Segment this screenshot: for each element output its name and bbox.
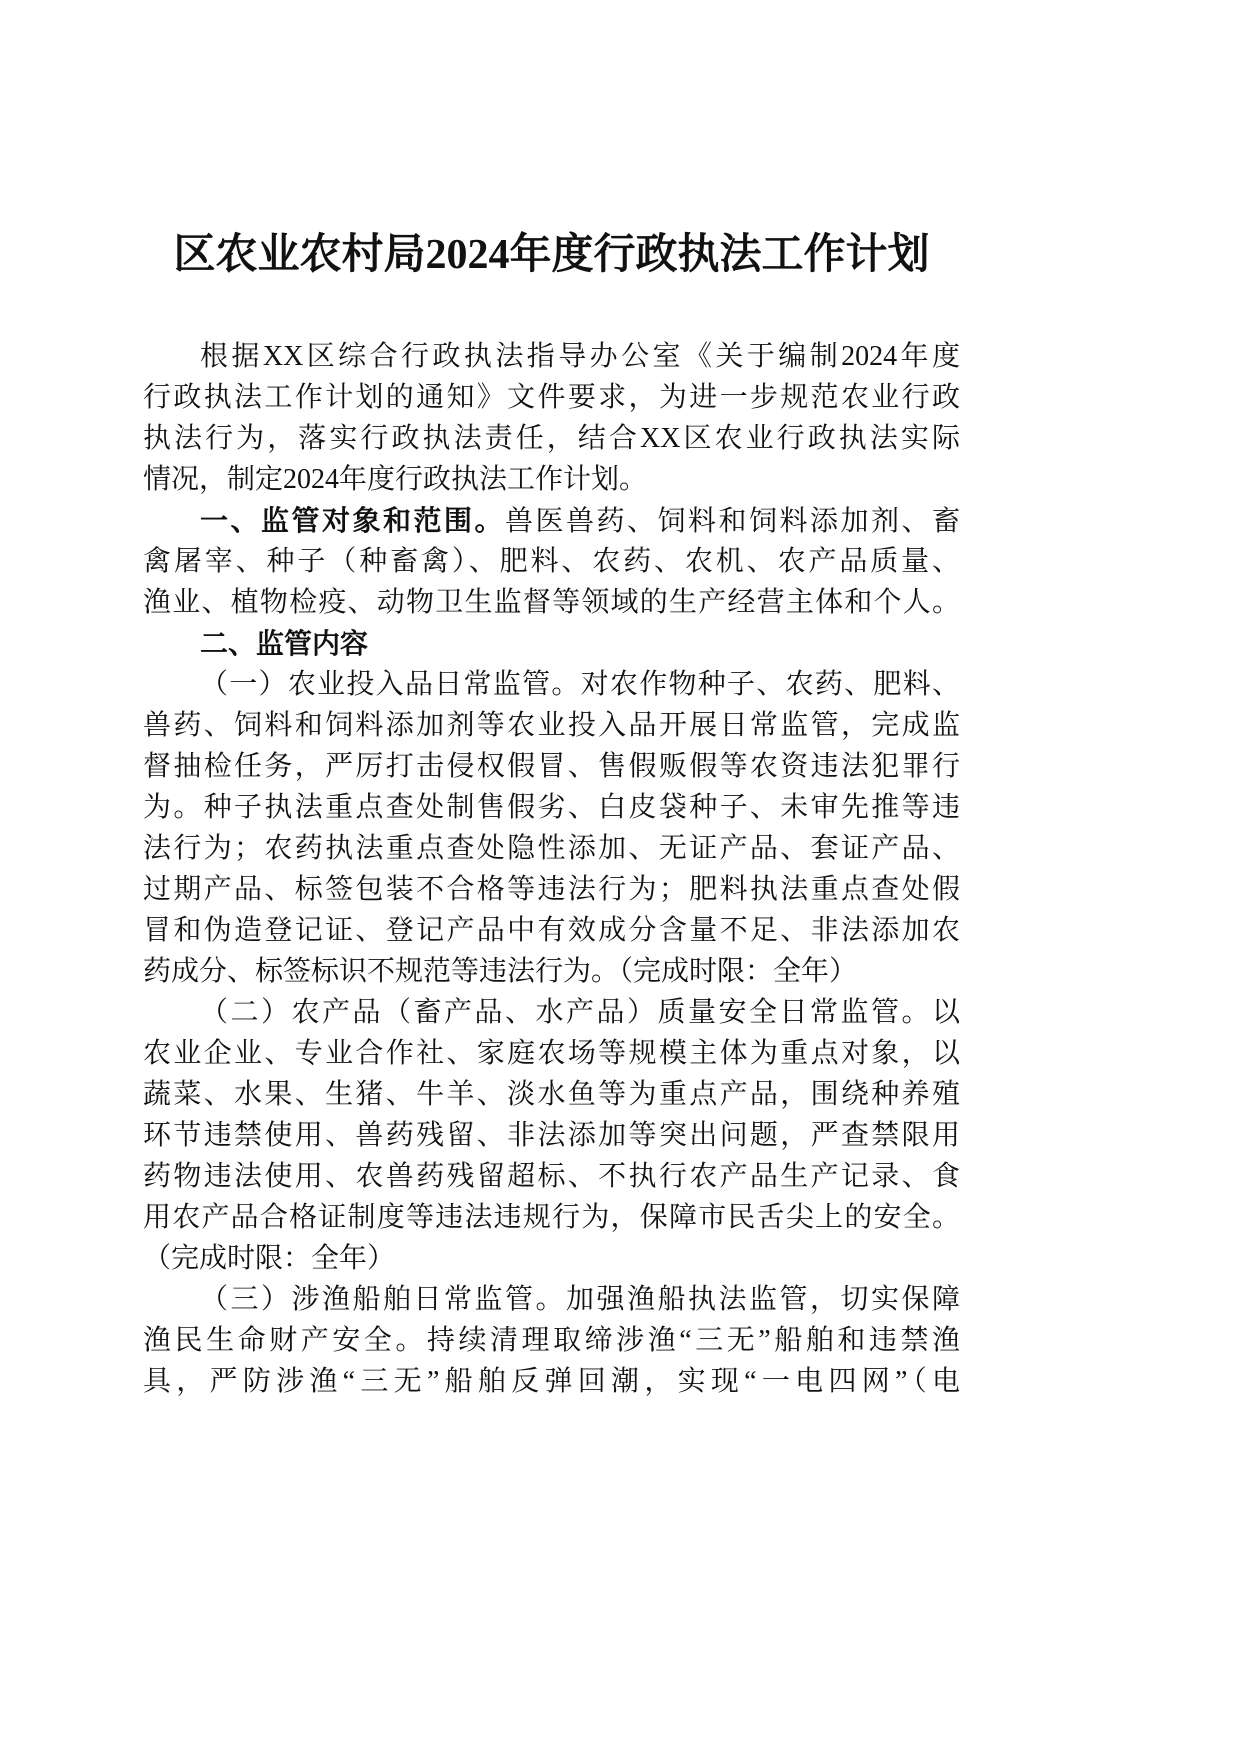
text-line: 环节违禁使用、兽药残留、非法添加等突出问题，严查禁限用: [143, 1120, 960, 1151]
text-line: 根据XX区综合行政执法指导办公室《关于编制2024年度: [200, 341, 960, 372]
text-line: 为。种子执法重点查处制售假劣、白皮袋种子、未审先推等违: [143, 792, 960, 823]
text-line: 具，严防涉渔“三无”船舶反弹回潮，实现“一电四网”（电: [143, 1366, 960, 1397]
section-scope-paragraph: [143, 500, 960, 623]
subsection-heading: （一）农业投入品日常监管。: [200, 669, 581, 700]
text-line: （完成时限：全年）: [143, 1243, 396, 1274]
subsection-paragraph: [143, 1279, 960, 1402]
section-content-heading: [143, 623, 960, 664]
section-heading: 二、监管内容: [200, 628, 369, 659]
document-body: [143, 336, 960, 1402]
text-line: 药物违法使用、农兽药残留超标、不执行农产品生产记录、食: [143, 1161, 960, 1192]
subsection-paragraph: [143, 664, 960, 992]
text-line: 禽屠宰、种子（种畜禽）、肥料、农药、农机、农产品质量、: [143, 546, 960, 577]
subsection-paragraph: [143, 992, 960, 1279]
text-line: 渔业、植物检疫、动物卫生监督等领域的生产经营主体和个人。: [143, 587, 960, 618]
text-line: [143, 992, 960, 1033]
text-line: 执法行为，落实行政执法责任，结合XX区农业行政执法实际: [143, 423, 960, 454]
text-line: 用农产品合格证制度等违法违规行为，保障市民舌尖上的安全。: [143, 1202, 960, 1233]
text-line: 兽药、饲料和饲料添加剂等农业投入品开展日常监管，完成监: [143, 710, 960, 741]
text-line: 冒和伪造登记证、登记产品中有效成分含量不足、非法添加农: [143, 915, 960, 946]
text-line: [143, 500, 960, 541]
text-segment: 以: [931, 997, 960, 1028]
text-line: 农业企业、专业合作社、家庭农场等规模主体为重点对象，以: [143, 1038, 960, 1069]
text-line: 渔民生命财产安全。持续清理取缔涉渔“三无”船舶和违禁渔: [143, 1325, 960, 1356]
text-segment: 加强渔船执法监管，切实保障: [566, 1284, 960, 1315]
text-line: 情况，制定2024年度行政执法工作计划。: [143, 464, 648, 495]
intro-paragraph: [143, 336, 960, 500]
text-line: 药成分、标签标识不规范等违法行为。（完成时限：全年）: [143, 956, 858, 987]
text-line: 督抽检任务，严厉打击侵权假冒、售假贩假等农资违法犯罪行: [143, 751, 960, 782]
text-line: [143, 1279, 960, 1320]
text-line: 过期产品、标签包装不合格等违法行为；肥料执法重点查处假: [143, 874, 960, 905]
subsection-heading: （二）农产品（畜产品、水产品）质量安全日常监管。: [200, 997, 932, 1028]
document-title: 区农业农村局2024年度行政执法工作计划: [173, 232, 930, 278]
text-segment: 对农作物种子、农药、肥料、: [580, 669, 960, 700]
text-line: [143, 664, 960, 705]
section-heading: 一、监管对象和范围。: [200, 505, 505, 536]
text-segment: 兽医兽药、饲料和饲料添加剂、畜: [505, 506, 960, 537]
text-line: 法行为；农药执法重点查处隐性添加、无证产品、套证产品、: [143, 833, 960, 864]
text-line: 行政执法工作计划的通知》文件要求，为进一步规范农业行政: [143, 382, 960, 413]
subsection-heading: （三）涉渔船舶日常监管。: [200, 1284, 566, 1315]
text-line: 蔬菜、水果、生猪、牛羊、淡水鱼等为重点产品，围绕种养殖: [143, 1079, 960, 1110]
